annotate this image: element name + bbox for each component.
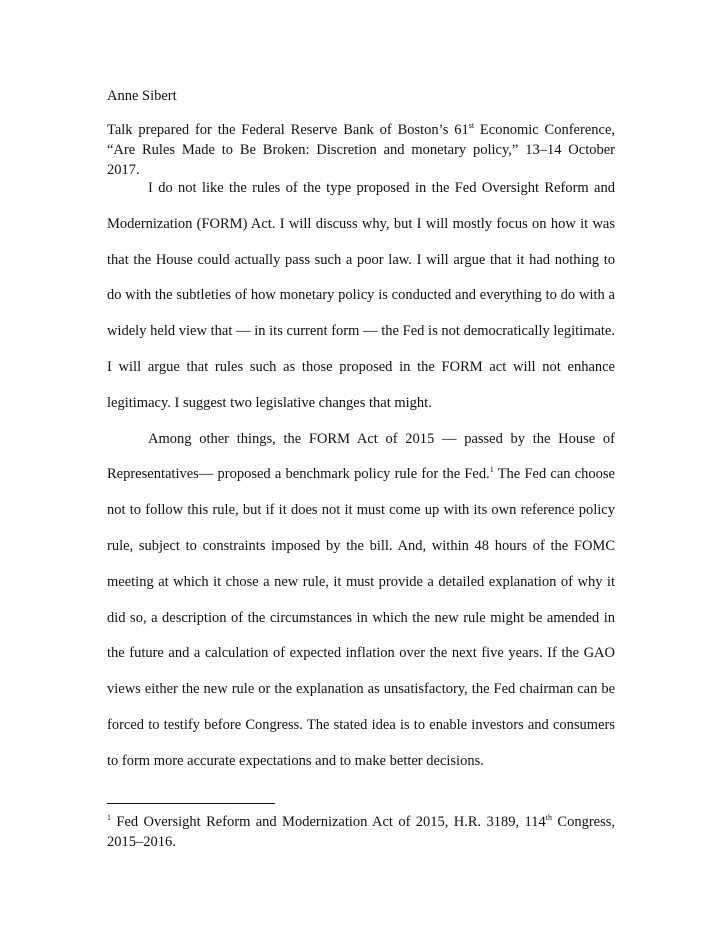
footnote (107, 812, 615, 852)
footnote-ordinal-superscript: th (545, 813, 553, 823)
subtitle-text-end: Economic Conference, “Are Rules Made to Be Broken: Discretion and monetary policy,” 13–14 October 2017. (107, 122, 616, 178)
footnote-divider (107, 803, 275, 804)
paragraph-1: I do not like the rules of the type proposed in the Fed Oversight Reform and Modernization (FORM) Act. I will discuss why, but I will mostly focus on how it was that the House could actually pass such a poor law. I will argue that it had nothing to do with the subtleties of how monetary policy is conducted and everything to do with a widely held view that — in its current form — the Fed is not democratically legitimate. I will argue that rules such as those proposed in the FORM act will not enhance legitimacy. I suggest two legislative changes that might. (107, 180, 615, 411)
paragraph-2 (107, 422, 615, 780)
subtitle-text-start: Talk prepared for the Federal Reserve Bank of Boston’s 61 (107, 122, 469, 138)
body-text (107, 171, 615, 780)
footnote-reference[interactable]: 1 (489, 465, 494, 475)
footnote-number: 1 (107, 813, 111, 823)
footnote-text-end: Congress, 2015–2016. (107, 814, 615, 850)
footnote-text-start: Fed Oversight Reform and Modernization Act of 2015, H.R. 3189, 114 (111, 814, 546, 830)
paragraph-2-text-start: Among other things, the FORM Act of 2015 — passed by the House of Representatives— proposed a benchmark policy rule for the Fed. (107, 430, 615, 483)
author-name: Anne Sibert (107, 88, 177, 104)
paragraph-2-text-end: The Fed can choose not to follow this rule, but if it does not it must come up with its own reference policy rule, subject to constraints imposed by the bill. And, within 48 hours of the FOMC meeting at which it chose a new rule, it must provide a detailed explanation of why it did so, a description of the circumstances in which the new rule might be amended in the future and a calculation of expected inflation over the next five years. If the GAO views either the new rule or the explanation as unsatisfactory, the Fed chairman can be forced to testify before Congress. The stated idea is to enable investors and consumers to form more accurate expectations and to make better decisions. (107, 466, 615, 769)
ordinal-superscript: st (468, 121, 475, 131)
